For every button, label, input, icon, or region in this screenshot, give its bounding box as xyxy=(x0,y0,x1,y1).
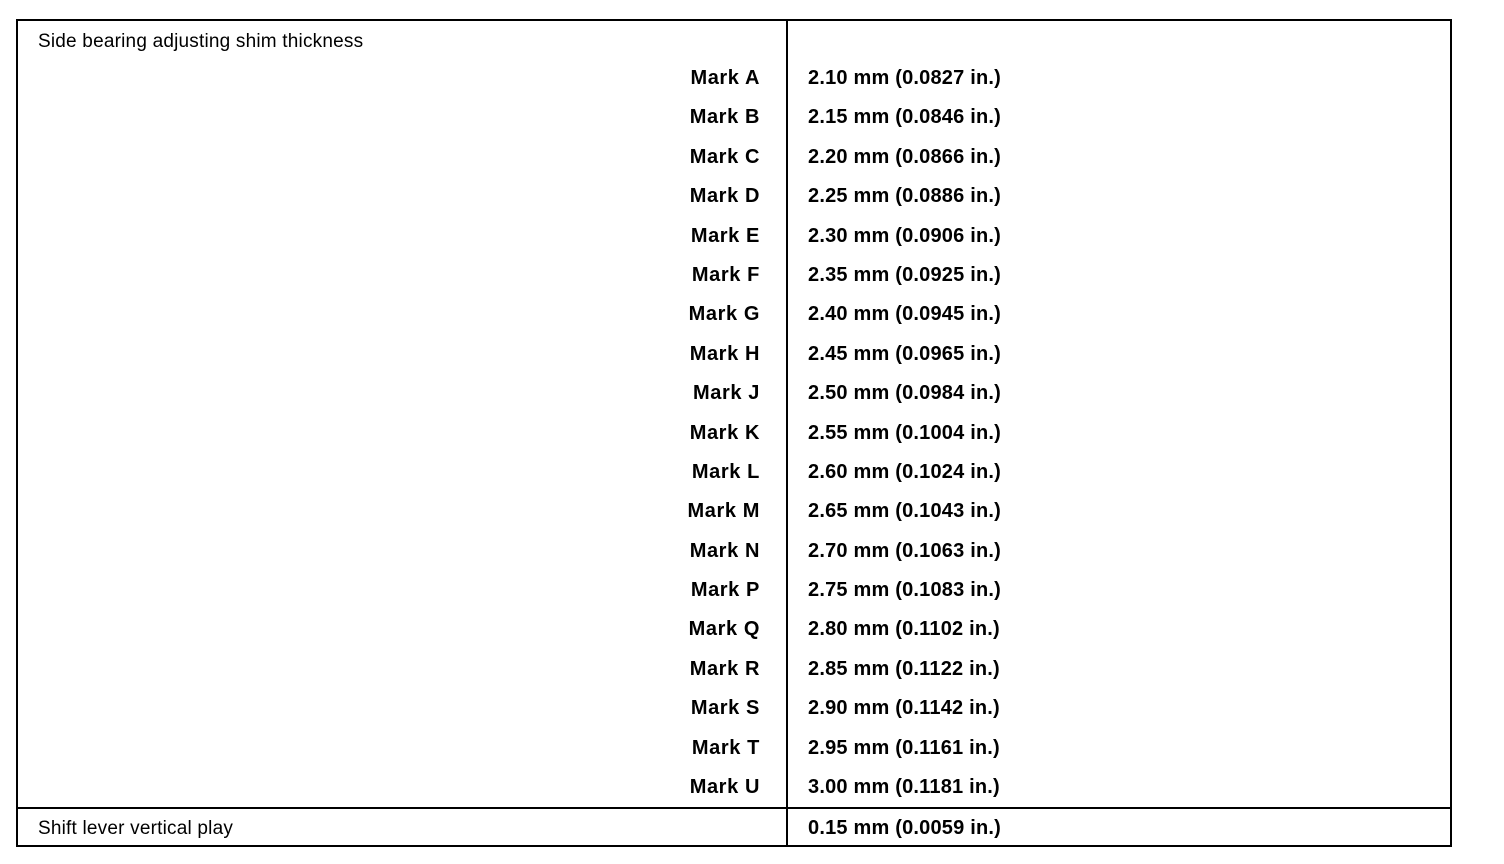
mark-label: Mark L xyxy=(691,460,760,483)
table-row xyxy=(18,416,1450,455)
mark-thickness-value: 2.75 mm (0.1083 in.) xyxy=(808,579,1001,602)
mark-thickness-value: 2.40 mm (0.0945 in.) xyxy=(808,303,1001,326)
mark-label: Mark F xyxy=(691,263,760,286)
mark-label: Mark J xyxy=(693,382,760,405)
mark-thickness-value: 2.95 mm (0.1161 in.) xyxy=(808,736,1000,759)
table-row xyxy=(18,219,1450,258)
table-row xyxy=(18,179,1450,218)
shim-mark-list xyxy=(18,61,1450,809)
mark-thickness-value: 2.65 mm (0.1043 in.) xyxy=(808,500,1001,523)
mark-thickness-value: 2.45 mm (0.0965 in.) xyxy=(808,342,1001,365)
shift-lever-play-value: 0.15 mm (0.0059 in.) xyxy=(808,817,1001,839)
mark-label: Mark D xyxy=(689,185,760,208)
table-row xyxy=(18,652,1450,691)
mark-label: Mark B xyxy=(689,106,760,129)
mark-label: Mark M xyxy=(687,500,760,523)
mark-label: Mark U xyxy=(689,776,760,799)
mark-thickness-value: 2.25 mm (0.0886 in.) xyxy=(808,185,1001,208)
table-row xyxy=(18,376,1450,415)
mark-thickness-value: 2.50 mm (0.0984 in.) xyxy=(808,382,1001,405)
mark-thickness-value: 3.00 mm (0.1181 in.) xyxy=(808,776,1000,799)
table-row xyxy=(18,494,1450,533)
table-row xyxy=(18,770,1450,809)
table-row xyxy=(18,691,1450,730)
mark-label: Mark K xyxy=(689,421,760,444)
mark-label: Mark E xyxy=(690,224,760,247)
table-row xyxy=(18,731,1450,770)
mark-label: Mark R xyxy=(689,657,760,680)
mark-thickness-value: 2.70 mm (0.1063 in.) xyxy=(808,539,1001,562)
mark-label: Mark N xyxy=(689,539,760,562)
table-row xyxy=(18,258,1450,297)
mark-label: Mark C xyxy=(689,145,760,168)
mark-thickness-value: 2.20 mm (0.0866 in.) xyxy=(808,145,1001,168)
mark-label: Mark S xyxy=(690,697,760,720)
table-row xyxy=(18,337,1450,376)
table-row xyxy=(18,100,1450,139)
mark-thickness-value: 2.30 mm (0.0906 in.) xyxy=(808,224,1001,247)
mark-thickness-value: 2.80 mm (0.1102 in.) xyxy=(808,618,1000,641)
table-row xyxy=(18,140,1450,179)
table-row xyxy=(18,534,1450,573)
mark-thickness-value: 2.85 mm (0.1122 in.) xyxy=(808,657,1000,680)
mark-thickness-value: 2.90 mm (0.1142 in.) xyxy=(808,697,1000,720)
mark-label: Mark H xyxy=(689,342,760,365)
table-row xyxy=(18,455,1450,494)
shift-lever-play-label: Shift lever vertical play xyxy=(38,818,234,839)
table-row xyxy=(18,573,1450,612)
table-row xyxy=(18,297,1450,336)
shim-thickness-label: Side bearing adjusting shim thickness xyxy=(38,31,364,52)
mark-thickness-value: 2.15 mm (0.0846 in.) xyxy=(808,106,1001,129)
mark-label: Mark P xyxy=(690,579,760,602)
mark-label: Mark A xyxy=(690,67,760,89)
spec-table xyxy=(16,19,1452,847)
mark-thickness-value: 2.55 mm (0.1004 in.) xyxy=(808,421,1001,444)
mark-thickness-value: 2.35 mm (0.0925 in.) xyxy=(808,263,1001,286)
table-row xyxy=(18,61,1450,100)
mark-label: Mark T xyxy=(691,736,760,759)
table-row xyxy=(18,612,1450,651)
mark-thickness-value: 2.60 mm (0.1024 in.) xyxy=(808,460,1001,483)
mark-label: Mark G xyxy=(688,303,760,326)
mark-thickness-value: 2.10 mm (0.0827 in.) xyxy=(808,67,1001,89)
mark-label: Mark Q xyxy=(688,618,760,641)
